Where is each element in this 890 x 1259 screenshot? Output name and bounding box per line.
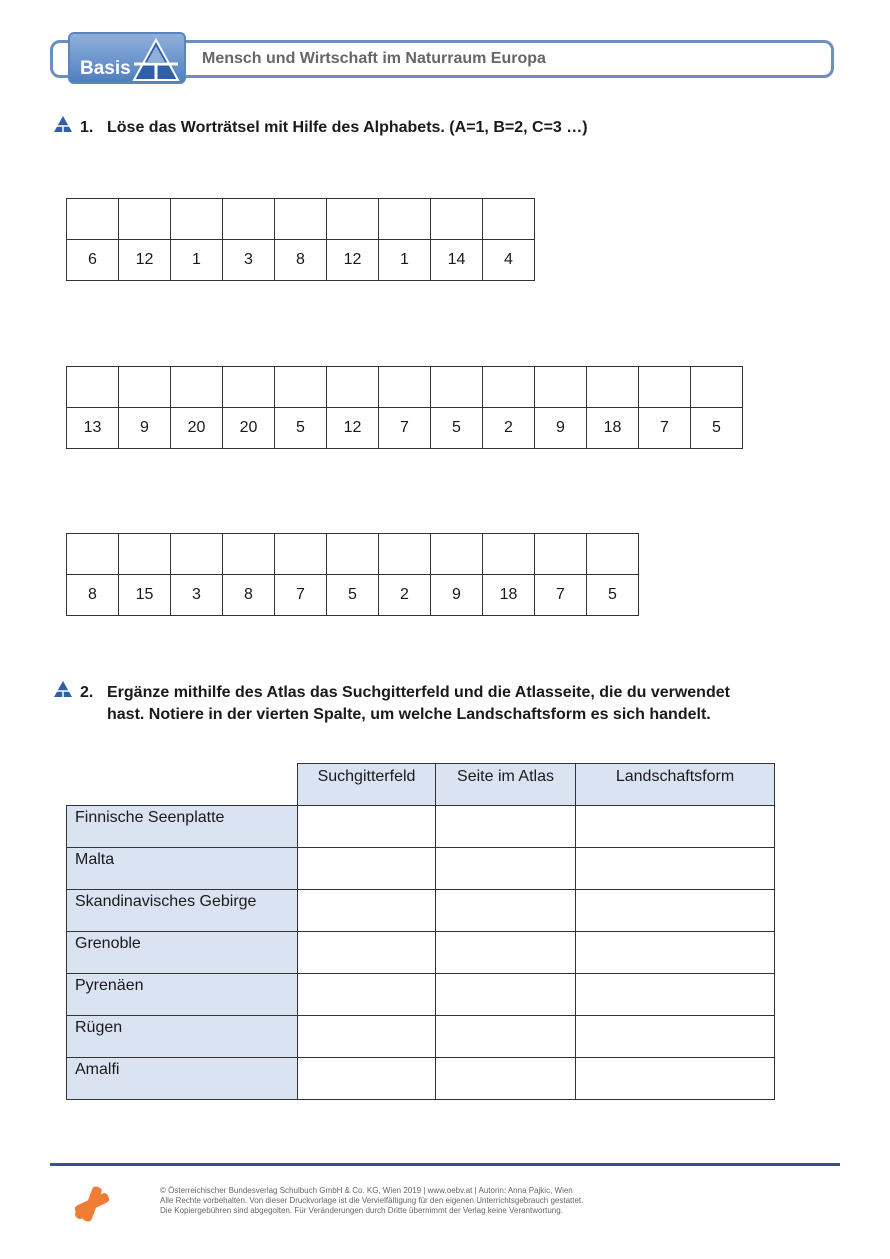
number-cell: 18 xyxy=(587,408,639,449)
number-cell: 20 xyxy=(223,408,275,449)
number-cell: 7 xyxy=(639,408,691,449)
answer-cell[interactable] xyxy=(587,534,639,575)
publisher-logo-icon xyxy=(72,1184,112,1224)
grid-cell[interactable] xyxy=(298,1016,436,1058)
badge-label: Basis xyxy=(80,58,131,79)
page-cell[interactable] xyxy=(436,932,576,974)
answer-cell[interactable] xyxy=(691,367,743,408)
answer-cell[interactable] xyxy=(483,367,535,408)
landform-cell[interactable] xyxy=(576,806,775,848)
answer-cell[interactable] xyxy=(171,199,223,240)
answer-cell[interactable] xyxy=(431,534,483,575)
number-cell: 8 xyxy=(223,575,275,616)
answer-cell[interactable] xyxy=(587,367,639,408)
answer-cell[interactable] xyxy=(119,367,171,408)
number-cell: 9 xyxy=(535,408,587,449)
landform-cell[interactable] xyxy=(576,848,775,890)
number-cell: 7 xyxy=(535,575,587,616)
task-instruction: Löse das Worträtsel mit Hilfe des Alphabets. (A=1, B=2, C=3 …) xyxy=(107,119,588,136)
number-cell: 12 xyxy=(119,240,171,281)
row-label: Amalfi xyxy=(67,1058,298,1100)
number-cell: 15 xyxy=(119,575,171,616)
answer-cell[interactable] xyxy=(119,199,171,240)
answer-cell[interactable] xyxy=(327,534,379,575)
answer-cell[interactable] xyxy=(67,534,119,575)
row-label: Skandinavisches Gebirge xyxy=(67,890,298,932)
column-header: Seite im Atlas xyxy=(436,764,576,806)
page-cell[interactable] xyxy=(436,1058,576,1100)
number-cell: 12 xyxy=(327,240,379,281)
answer-cell[interactable] xyxy=(535,534,587,575)
number-cell: 20 xyxy=(171,408,223,449)
number-cell: 14 xyxy=(431,240,483,281)
row-label: Grenoble xyxy=(67,932,298,974)
landform-cell[interactable] xyxy=(576,974,775,1016)
task-1 xyxy=(80,117,780,139)
page-cell[interactable] xyxy=(436,974,576,1016)
task-level-icon xyxy=(53,115,73,133)
page-cell[interactable] xyxy=(436,1016,576,1058)
number-cell: 7 xyxy=(379,408,431,449)
answer-cell[interactable] xyxy=(639,367,691,408)
table-row xyxy=(67,848,775,890)
row-label: Malta xyxy=(67,848,298,890)
row-label: Pyrenäen xyxy=(67,974,298,1016)
word-puzzle-1 xyxy=(66,198,535,281)
column-header: Landschaftsform xyxy=(576,764,775,806)
number-cell: 1 xyxy=(171,240,223,281)
corner-cell xyxy=(67,764,298,806)
copyright-line: Die Kopiergebühren sind abgegolten. Für Veränderungen durch Dritte übernimmt der Verlag keine Verantwortung. xyxy=(160,1206,563,1215)
answer-cell[interactable] xyxy=(275,367,327,408)
answer-row xyxy=(67,534,639,575)
grid-cell[interactable] xyxy=(298,806,436,848)
atlas-table xyxy=(66,763,775,1100)
landform-cell[interactable] xyxy=(576,1016,775,1058)
copyright-line: Alle Rechte vorbehalten. Von dieser Druckvorlage ist die Vervielfältigung für den eigenen Unterrichtsgebrauch gestattet. xyxy=(160,1196,584,1205)
header-title: Mensch und Wirtschaft im Naturraum Europa xyxy=(202,50,546,67)
table-row xyxy=(67,806,775,848)
number-row xyxy=(67,240,535,281)
task-instruction-line-2: hast. Notiere in der vierten Spalte, um welche Landschaftsform es sich handelt. xyxy=(107,706,711,723)
number-cell: 5 xyxy=(691,408,743,449)
answer-cell[interactable] xyxy=(275,534,327,575)
number-cell: 5 xyxy=(275,408,327,449)
number-cell: 9 xyxy=(431,575,483,616)
answer-cell[interactable] xyxy=(119,534,171,575)
grid-cell[interactable] xyxy=(298,890,436,932)
answer-row xyxy=(67,367,743,408)
number-cell: 9 xyxy=(119,408,171,449)
task-instruction-line-1: Ergänze mithilfe des Atlas das Suchgitterfeld und die Atlasseite, die du verwendet xyxy=(107,684,730,701)
number-cell: 4 xyxy=(483,240,535,281)
row-label: Finnische Seenplatte xyxy=(67,806,298,848)
task-2 xyxy=(80,682,840,726)
table-row xyxy=(67,974,775,1016)
answer-cell[interactable] xyxy=(327,367,379,408)
landform-cell[interactable] xyxy=(576,1058,775,1100)
answer-row xyxy=(67,199,535,240)
number-cell: 8 xyxy=(275,240,327,281)
answer-cell[interactable] xyxy=(327,199,379,240)
task-number: 2. xyxy=(80,684,94,701)
answer-cell[interactable] xyxy=(379,199,431,240)
number-cell: 18 xyxy=(483,575,535,616)
answer-cell[interactable] xyxy=(379,367,431,408)
number-cell: 2 xyxy=(483,408,535,449)
answer-cell[interactable] xyxy=(483,199,535,240)
answer-cell[interactable] xyxy=(379,534,431,575)
number-cell: 7 xyxy=(275,575,327,616)
word-puzzle-3 xyxy=(66,533,639,616)
number-cell: 8 xyxy=(67,575,119,616)
number-row xyxy=(67,408,743,449)
landform-cell[interactable] xyxy=(576,890,775,932)
number-cell: 2 xyxy=(379,575,431,616)
number-cell: 3 xyxy=(171,575,223,616)
answer-cell[interactable] xyxy=(431,199,483,240)
answer-cell[interactable] xyxy=(171,367,223,408)
number-cell: 5 xyxy=(327,575,379,616)
number-cell: 1 xyxy=(379,240,431,281)
answer-cell[interactable] xyxy=(67,199,119,240)
number-cell: 5 xyxy=(587,575,639,616)
pyramid-icon xyxy=(132,38,180,82)
task-number: 1. xyxy=(80,119,94,136)
answer-cell[interactable] xyxy=(275,199,327,240)
answer-cell[interactable] xyxy=(483,534,535,575)
answer-cell[interactable] xyxy=(223,199,275,240)
grid-cell[interactable] xyxy=(298,1058,436,1100)
grid-cell[interactable] xyxy=(298,848,436,890)
table-row xyxy=(67,890,775,932)
number-cell: 6 xyxy=(67,240,119,281)
number-cell: 12 xyxy=(327,408,379,449)
table-row xyxy=(67,1058,775,1100)
grid-cell[interactable] xyxy=(298,974,436,1016)
footer-divider xyxy=(50,1163,840,1166)
copyright-notice xyxy=(160,1186,583,1216)
word-puzzle-2 xyxy=(66,366,743,449)
row-label: Rügen xyxy=(67,1016,298,1058)
answer-cell[interactable] xyxy=(431,367,483,408)
table-row xyxy=(67,932,775,974)
page-cell[interactable] xyxy=(436,848,576,890)
number-cell: 5 xyxy=(431,408,483,449)
column-header: Suchgitterfeld xyxy=(298,764,436,806)
answer-cell[interactable] xyxy=(535,367,587,408)
number-cell: 3 xyxy=(223,240,275,281)
answer-cell[interactable] xyxy=(223,534,275,575)
landform-cell[interactable] xyxy=(576,932,775,974)
page-cell[interactable] xyxy=(436,890,576,932)
copyright-line: © Österreichischer Bundesverlag Schulbuch GmbH & Co. KG, Wien 2019 | www.oebv.at | Autorin: Anna Pajkic, Wien xyxy=(160,1186,573,1195)
page-cell[interactable] xyxy=(436,806,576,848)
grid-cell[interactable] xyxy=(298,932,436,974)
table-row xyxy=(67,1016,775,1058)
answer-cell[interactable] xyxy=(223,367,275,408)
answer-cell[interactable] xyxy=(67,367,119,408)
answer-cell[interactable] xyxy=(171,534,223,575)
task-level-icon xyxy=(53,680,73,698)
number-cell: 13 xyxy=(67,408,119,449)
number-row xyxy=(67,575,639,616)
level-badge xyxy=(68,32,186,84)
